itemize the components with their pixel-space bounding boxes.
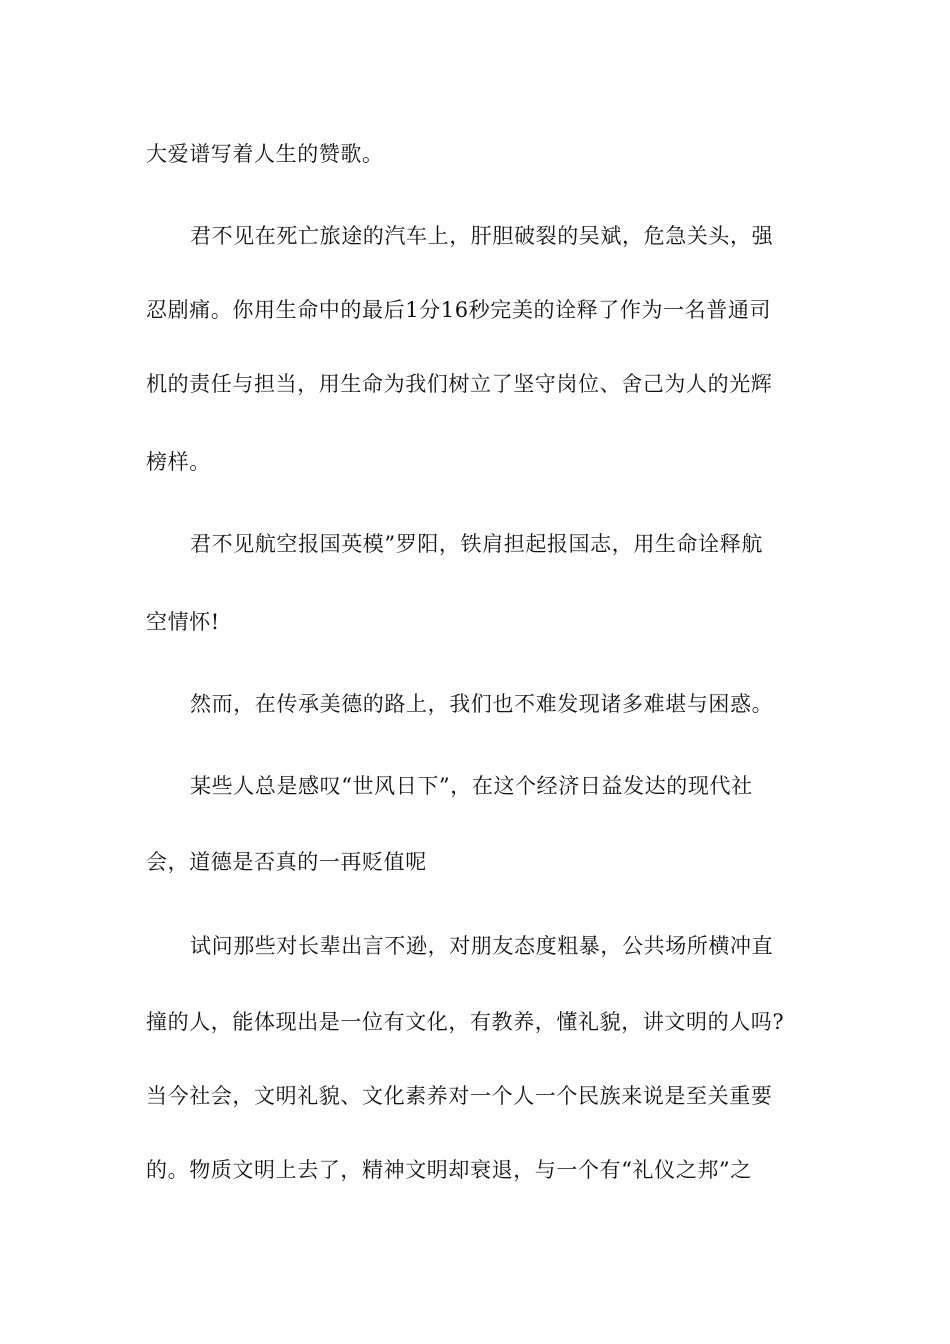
text-line-9: 某些人总是感叹“世风日下”，在这个经济日益发达的现代社 xyxy=(190,774,753,798)
text-line-4: 机的责任与担当，用生命为我们树立了坚守岗位、舍己为人的光辉 xyxy=(146,372,773,396)
text-line-13: 当今社会，文明礼貌、文化素养对一个人一个民族来说是至关重要 xyxy=(146,1084,773,1108)
text-line-3: 忍剧痛。你用生命中的最后1分16秒完美的诠释了作为一名普通司 xyxy=(146,298,772,322)
text-line-8: 然而，在传承美德的路上，我们也不难发现诸多难堪与困惑。 xyxy=(190,692,774,716)
text-line-2: 君不见在死亡旅途的汽车上，肝胆破裂的吴斌，危急关头，强 xyxy=(190,224,774,248)
text-line-11: 试问那些对长辈出言不逊，对朋友态度粗暴，公共场所横冲直 xyxy=(190,934,774,958)
text-line-1: 大爱谱写着人生的赞歌。 xyxy=(146,142,384,166)
text-line-12: 撞的人，能体现出是一位有文化，有教养，懂礼貌，讲文明的人吗? xyxy=(146,1010,785,1034)
text-line-10: 会，道德是否真的一再贬值呢 xyxy=(146,850,427,874)
text-line-7: 空情怀! xyxy=(146,610,220,634)
text-line-5: 榜样。 xyxy=(146,450,211,474)
text-line-14: 的。物质文明上去了，精神文明却衰退，与一个有“礼仪之邦”之 xyxy=(146,1158,752,1182)
text-line-6: 君不见航空报国英模”罗阳，铁肩担起报国志，用生命诠释航 xyxy=(190,532,763,556)
